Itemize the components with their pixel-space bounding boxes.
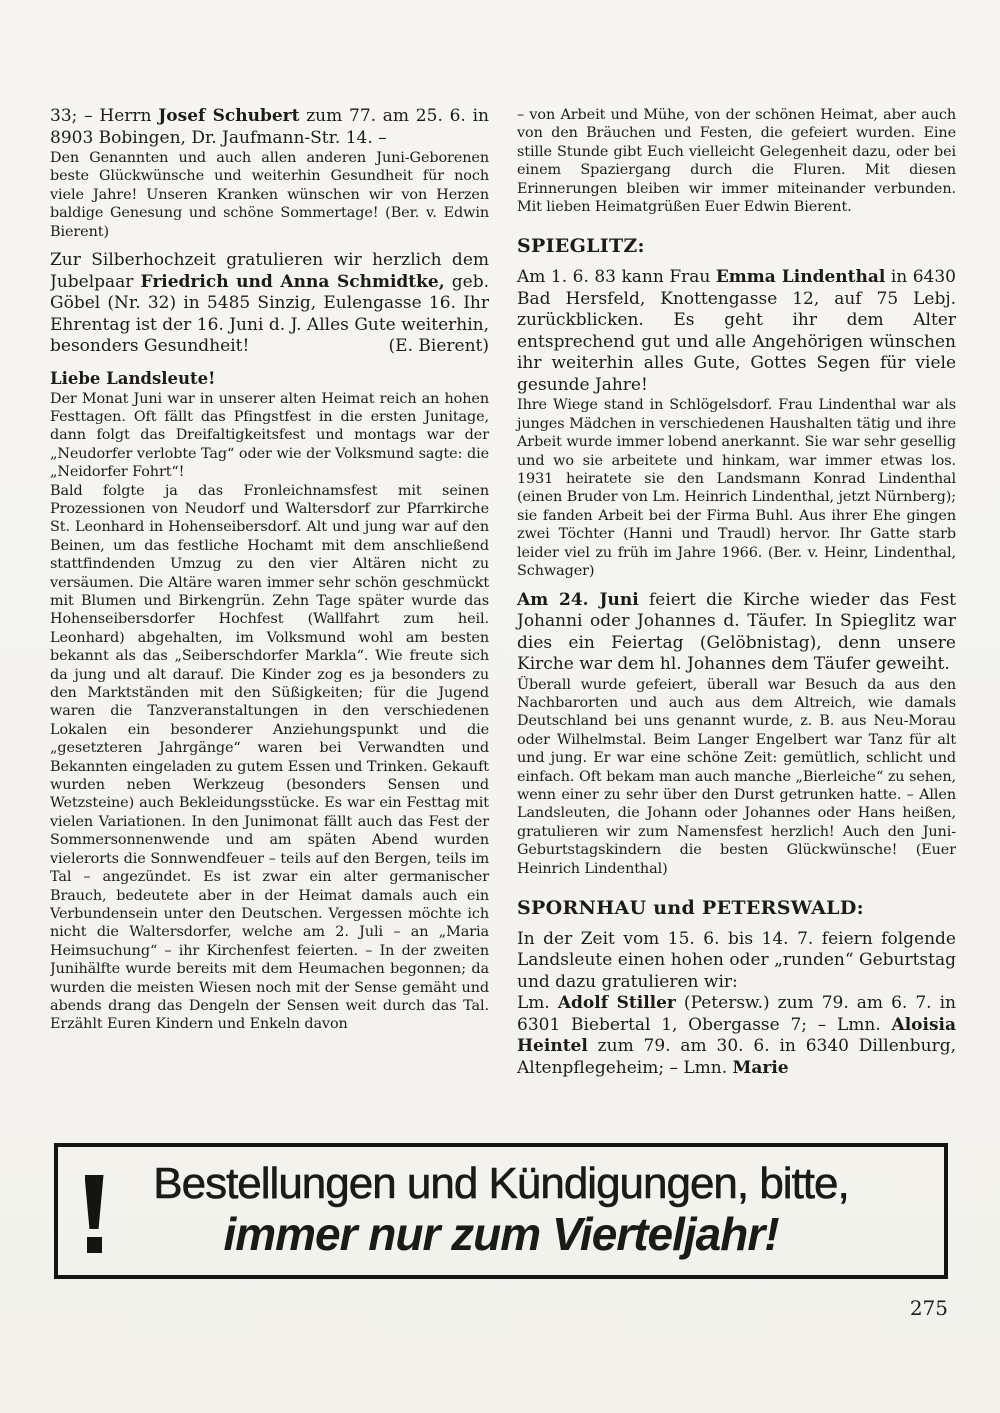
right-column bbox=[517, 106, 956, 1143]
left-column bbox=[50, 106, 489, 1143]
banner-text bbox=[58, 1159, 944, 1259]
paragraph bbox=[50, 149, 489, 241]
text-run: Liebe Landsleute! bbox=[50, 368, 216, 388]
text-run: Am 24. Juni bbox=[517, 589, 639, 610]
text-run: Emma Lindenthal bbox=[715, 267, 886, 288]
paragraph bbox=[517, 267, 956, 396]
text-run: SPORNHAU und PETERSWALD: bbox=[517, 896, 864, 919]
paragraph bbox=[517, 590, 956, 676]
page-number: 275 bbox=[909, 1296, 948, 1320]
banner-line-1: Bestellungen und Kündigungen, bitte, bbox=[153, 1159, 849, 1208]
heading bbox=[50, 368, 489, 390]
paragraph bbox=[50, 106, 489, 149]
banner-line-2: immer nur zum Vierteljahr! bbox=[223, 1208, 779, 1260]
text-run: – von Arbeit und Mühe, von der schönen Heimat, aber auch von den Bräuchen und Festen, die gefeiert wurden. Eine stille Stunde gibt Euch vielleicht Gelegenheit dazu, oder bei einem Spaziergang durch die Fluren. Mit diesen Erinnerungen bleiben wir immer miteinander verbunden. Mit lieben Heimatgrüßen Euer Edwin Bierent. bbox=[517, 107, 956, 216]
notice-banner bbox=[54, 1143, 948, 1279]
text-run: (Petersw.) zum 79. am 6. 7. in 6301 Biebertal 1, Obergasse 7; – Lmn. bbox=[517, 993, 956, 1035]
text-run: Aloisia Heintel bbox=[517, 1014, 956, 1057]
text-run: Adolf Stiller bbox=[557, 993, 676, 1014]
paragraph bbox=[517, 106, 956, 216]
text-columns bbox=[50, 106, 956, 1143]
text-run: geb. Göbel (Nr. 32) in 5485 Sinzig, Eulengasse 16. Ihr Ehrentag ist der 16. Juni d. J. Alles Gute weiterhin, besonders Gesundheit! bbox=[50, 271, 489, 357]
paragraph bbox=[50, 482, 489, 1034]
text-run: In der Zeit vom 15. 6. bis 14. 7. feiern folgende Landsleute einen hohen oder „runden“ Geburtstag und dazu gratulieren wir: bbox=[517, 928, 956, 992]
text-run: Ihre Wiege stand in Schlögelsdorf. Frau Lindenthal war als junges Mädchen in verschiedenen Haushalten tätig und ihre Arbeit wurde immer lobend anerkannt. Sie war sehr gesellig und wo sie arbeitete und hinkam, war immer etwas los. 1931 heiratete sie den Landsmann Konrad Lindenthal (einen Bruder von Lm. Heinrich Lindenthal, jetzt Nürnberg); sie fanden Arbeit bei der Firma Buhl. Aus ihrer Ehe gingen zwei Töchter (Hanni und Traudl) hervor. Ihr Gatte starb leider viel zu früh im Jahre 1966. (Ber. v. Heinr, Lindenthal, Schwager) bbox=[517, 397, 956, 580]
text-run: in 6430 Bad Hersfeld, Knottengasse 12, auf 75 Lebj. zurückblicken. Es geht ihr dem Alter entsprechend gut und alle Angehörigen wünschen ihr weiterhin alles Gute, Gottes Segen für viele gesunde Jahre! bbox=[517, 267, 956, 395]
paragraph bbox=[50, 250, 489, 358]
text-run: zum 77. am 25. 6. in 8903 Bobingen, Dr. Jaufmann-Str. 14. – bbox=[50, 106, 489, 148]
text-run: SPIEGLITZ: bbox=[517, 235, 645, 258]
text-run: zum 79. am 30. 6. in 6340 Dillenburg, Altenpflegeheim; – Lmn. bbox=[517, 1036, 956, 1078]
heading bbox=[517, 234, 956, 258]
paragraph bbox=[517, 929, 956, 1080]
text-run: Zur Silberhochzeit gratulieren wir herzlich dem Jubelpaar bbox=[50, 250, 489, 292]
text-run: Den Genannten und auch allen anderen Juni-Geborenen beste Glückwünsche und weiterhin Gesundheit für noch viele Jahre! Unseren Kranken wünschen wir von Herzen baldige Genesung und schöne Sommertage! (Ber. v. Edwin Bierent) bbox=[50, 150, 489, 240]
paragraph bbox=[517, 676, 956, 878]
text-run: Bald folgte ja das Fronleichnamsfest mit seinen Prozessionen von Neudorf und Waltersdorf zur Pfarrkirche St. Leonhard in Hohenseibersdorf. Alt und jung war auf den Beinen, um das festliche Hochamt mit dem anschließend stattfindenden Umzug zu den vier Altären nicht zu versäumen. Die Altäre waren immer sehr schön geschmückt mit Blumen und Birkengrün. Zehn Tage später wurde das Hohenseibersdorfer Hochfest (Wallfahrt zum heil. Leonhard) abgehalten, im Volksmund wohl am besten bekannt als das „Seiberschdorfer Markla“. Wie freute sich da jung und alt darauf. Die Kinder zog es ja besonders zu den Marktständen mit den Süßigkeiten; für die Jugend waren die Tanzveranstaltungen in den verschiedenen Lokalen ein besonderer Anziehungspunkt und die „gesetzteren Jahrgänge“ waren bei Verwandten und Bekannten eingeladen zu gutem Essen und Trinken. Gekauft wurden neben Werkzeug (besonders Sensen und Wetzsteine) auch Bekleidungsstücke. Es war ein Festtag mit vielen Variationen. In den Junimonat fällt auch das Fest der Sommersonnenwende und am späten Abend wurden vielerorts die Sonnwendfeuer – teils auf den Bergen, teils im Tal – angezündet. Es ist zwar ein alter germanischer Brauch, bedeutete aber in der Heimat damals auch ein Verbundensein unter den Deutschen. Vergessen möchte ich nicht die Waltersdorfer, welche am 2. Juli – an „Maria Heimsuchung“ – ihr Kirchenfest feierten. – In der zweiten Junihälfte wurde bereits mit dem Heumachen begonnen; da wurden die meisten Wiesen noch mit der Sense gemäht und abends drang das Dengeln der Sensen weit durch das Tal. Erzählt Euren Kindern und Enkeln davon bbox=[50, 482, 489, 1033]
heading bbox=[517, 896, 956, 920]
text-run: Der Monat Juni war in unserer alten Heimat reich an hohen Festtagen. Oft fällt das Pfingstfest in die ersten Junitage, dann folgt das Dreifaltigkeitsfest und montags war der „Neudorfer verlobte Tag“ oder wie der Volksmund sagte: die „Neidorfer Fohrt“! bbox=[50, 390, 489, 481]
text-run: (E. Bierent) bbox=[388, 336, 489, 357]
text-run: Friedrich und Anna Schmidtke, bbox=[140, 271, 445, 292]
paragraph bbox=[517, 396, 956, 580]
text-run: Marie bbox=[732, 1057, 789, 1078]
text-run: Lm. bbox=[517, 993, 558, 1014]
text-run: Überall wurde gefeiert, überall war Besuch da aus den Nachbarorten und auch aus dem Altreich, wie damals Deutschland bei uns genannt wurde, z. B. aus Neu-Morau oder Wilhelmstal. Beim Langer Engelbert war Tanz für alt und jung. Er war eine schöne Zeit: gemütlich, schlicht und einfach. Oft bekam man auch manche „Bierleiche“ zu sehen, wenn einer zu sehr über den Durst getrunken hatte. – Allen Landsleuten, die Johann oder Johannes oder Hans heißen, gratulieren wir zum Namensfest herzlich! Auch den Juni-Geburtstagskindern die besten Glückwünsche! (Euer Heinrich Lindenthal) bbox=[517, 676, 956, 877]
text-run: feiert die Kirche wieder das Fest Johanni oder Johannes d. Täufer. In Spieglitz war dies ein Feiertag (Gelöbnistag), denn unsere Kirche war dem hl. Johannes dem Täufer geweiht. bbox=[517, 589, 956, 674]
text-run: Josef Schubert bbox=[158, 106, 300, 126]
text-run: Am 1. 6. 83 kann Frau bbox=[517, 267, 716, 288]
text-run: 33; – Herrn bbox=[50, 106, 159, 126]
paragraph bbox=[50, 390, 489, 482]
